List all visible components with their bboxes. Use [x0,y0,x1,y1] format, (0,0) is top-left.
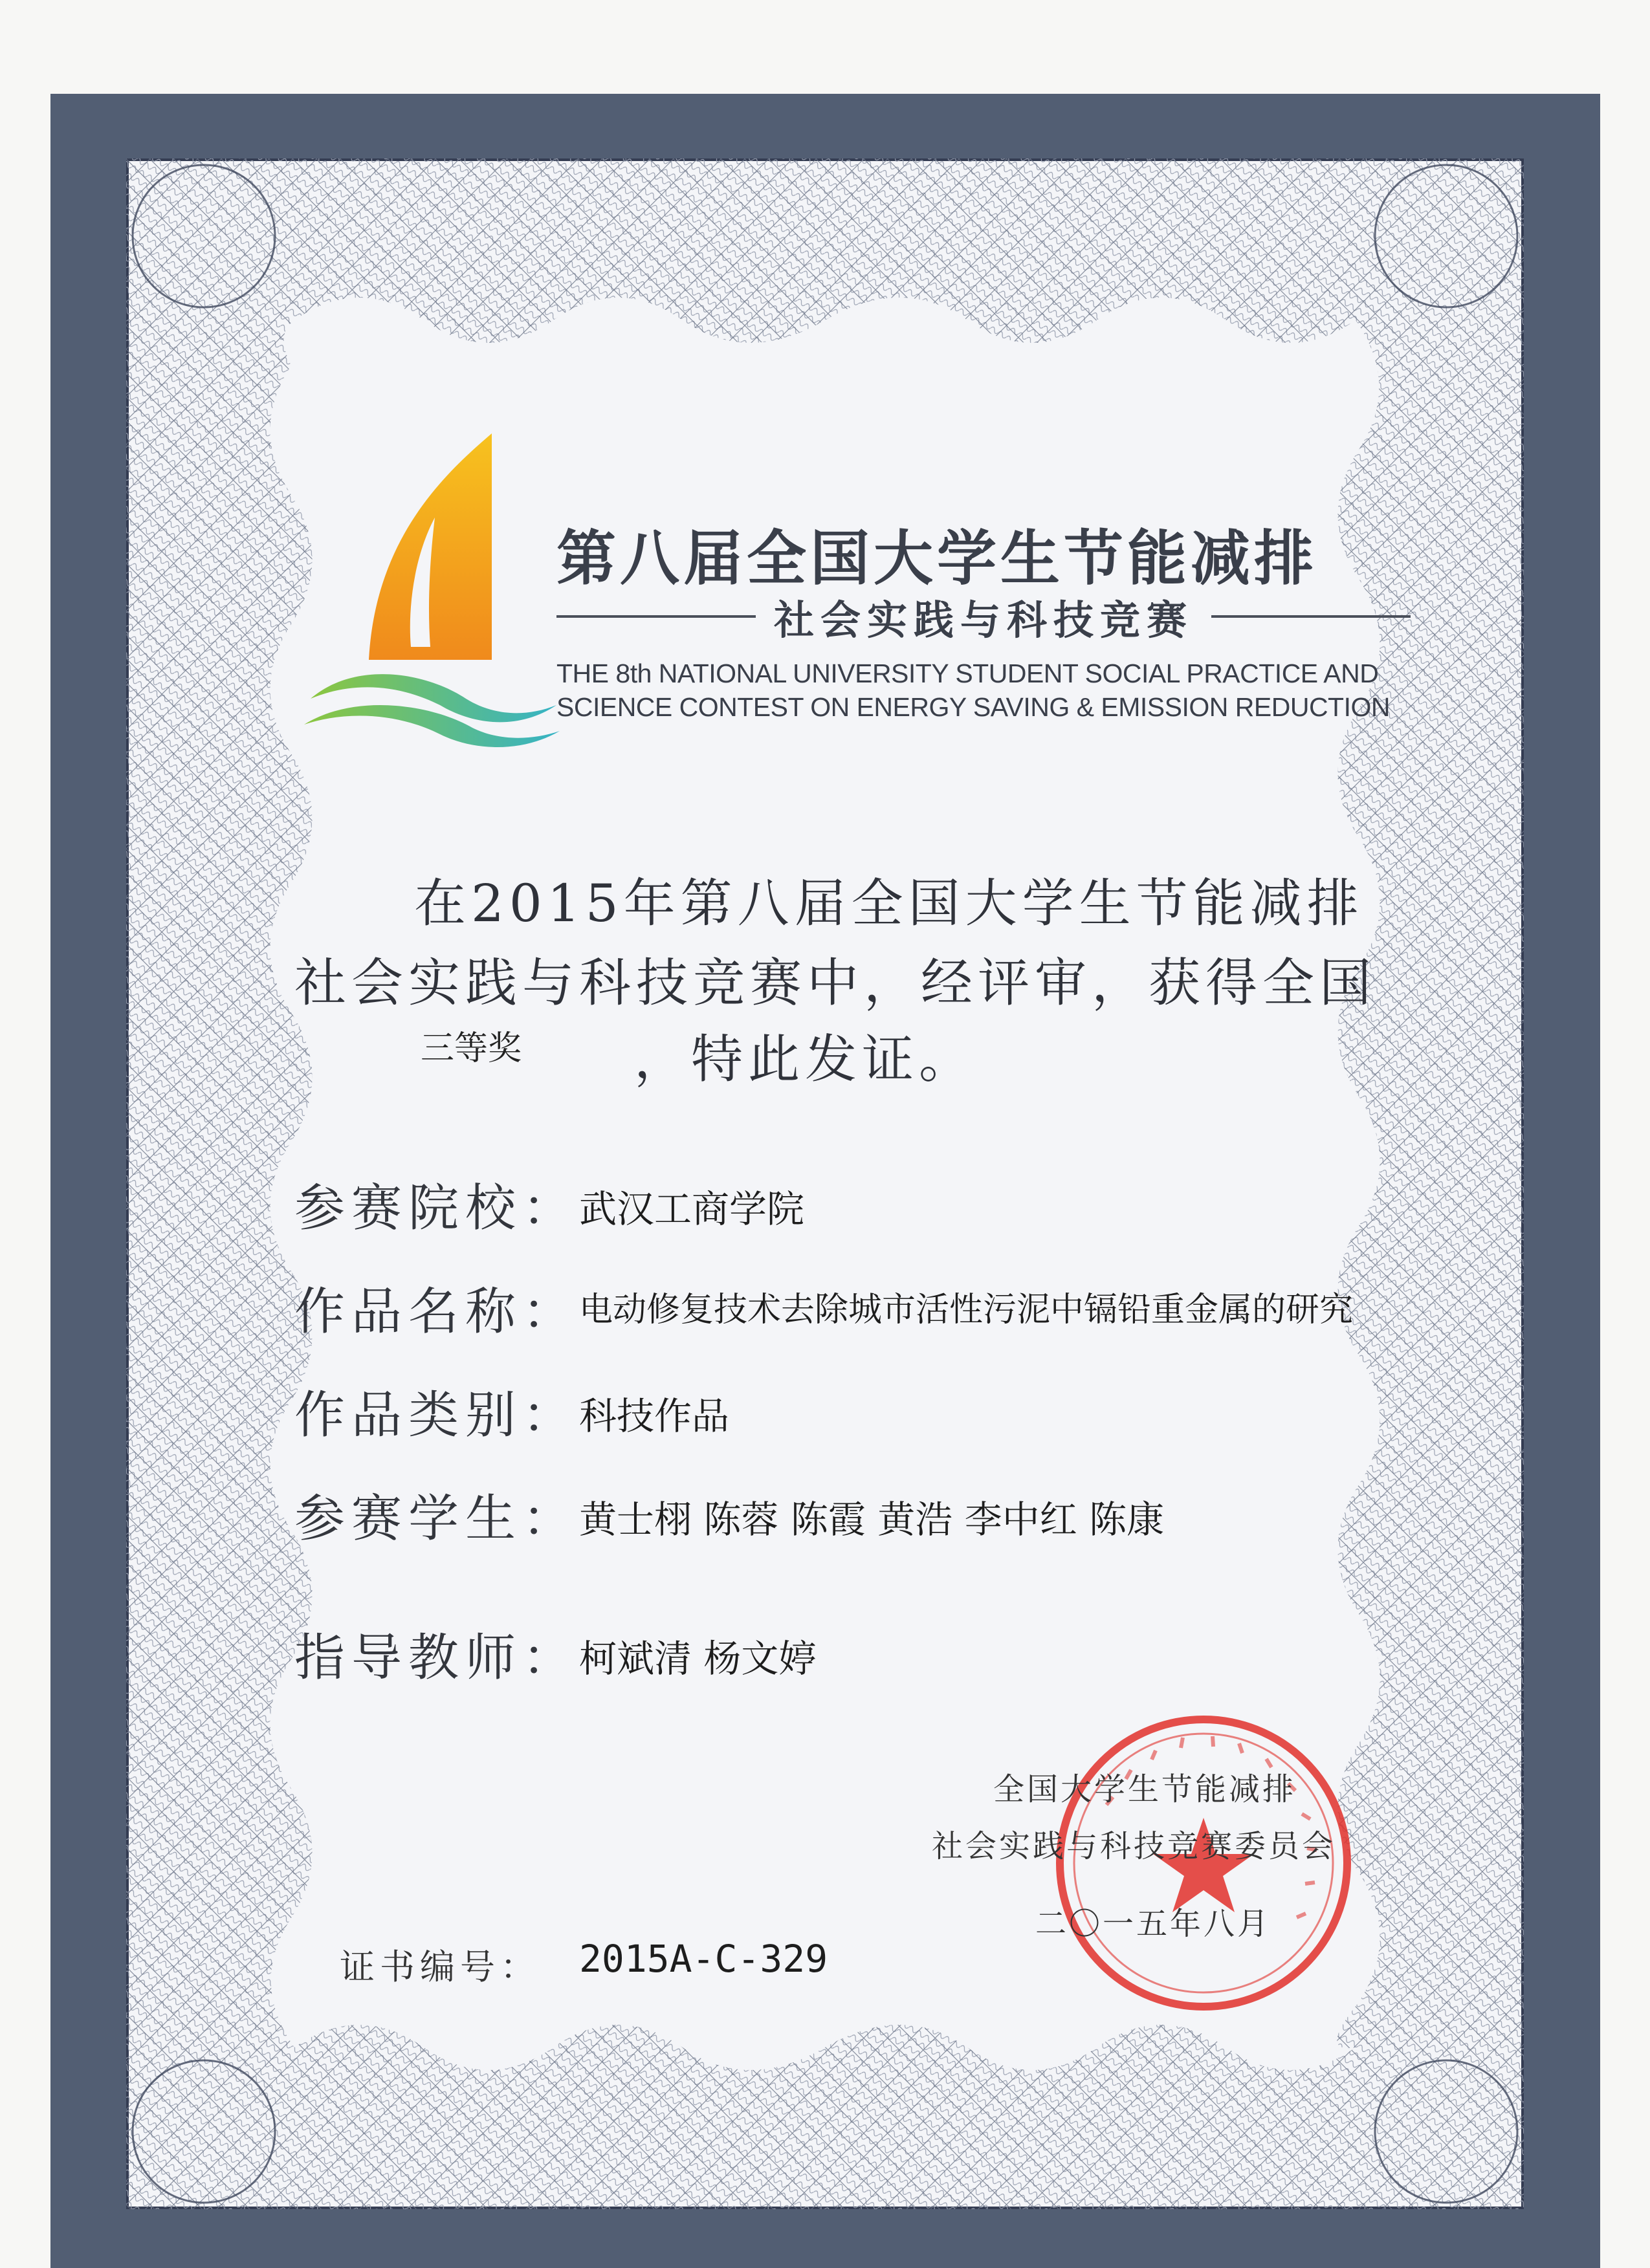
advisors-value: 柯斌清 杨文婷 [579,1637,817,1681]
work-name-value: 电动修复技术去除城市活性污泥中镉铅重金属的研究 [579,1291,1354,1329]
students-label: 参赛学生： [294,1490,580,1548]
contest-title-en [556,657,1411,724]
school-value: 武汉工商学院 [579,1187,805,1231]
contest-title-en-line1: THE 8th NATIONAL UNIVERSITY STUDENT SOCIAL PRACTICE AND [556,659,1379,688]
students-value: 黄士栩 陈蓉 陈霞 黄浩 李中红 陈康 [579,1498,1165,1542]
subtitle-rule-left [556,615,756,618]
subtitle-rule-right [1211,615,1411,618]
category-label: 作品类别： [294,1386,580,1445]
school-label: 参赛院校： [294,1179,580,1238]
issue-date: 二〇一五年八月 [1035,1906,1271,1942]
award-text-line2: 社会实践与科技竞赛中，经评审，获得全国 [294,953,1376,1013]
contest-subtitle-row [556,587,1411,646]
award-level: 三等奖 [421,1029,522,1068]
certificate-number: 2015A-C-329 [579,1937,828,1981]
award-text-line3: ，特此发证。 [634,1029,976,1089]
certificate-number-label: 证书编号： [340,1946,540,1987]
sailboat-wave-logo-icon [298,427,569,763]
work-name-label: 作品名称： [294,1283,580,1341]
award-text-line1: 在2015年第八届全国大学生节能减排 [414,873,1364,933]
contest-title-cn: 第八届全国大学生节能减排 [556,524,1318,593]
issuer-line1: 全国大学生节能减排 [993,1771,1297,1807]
issuer-line2: 社会实践与科技竞赛委员会 [932,1828,1336,1864]
category-value: 科技作品 [579,1394,730,1438]
contest-subtitle-cn: 社会实践与科技竞赛 [774,596,1194,644]
advisors-label: 指导教师： [294,1629,580,1687]
contest-title-en-line2: SCIENCE CONTEST ON ENERGY SAVING & EMISSION REDUCTION [556,692,1390,722]
